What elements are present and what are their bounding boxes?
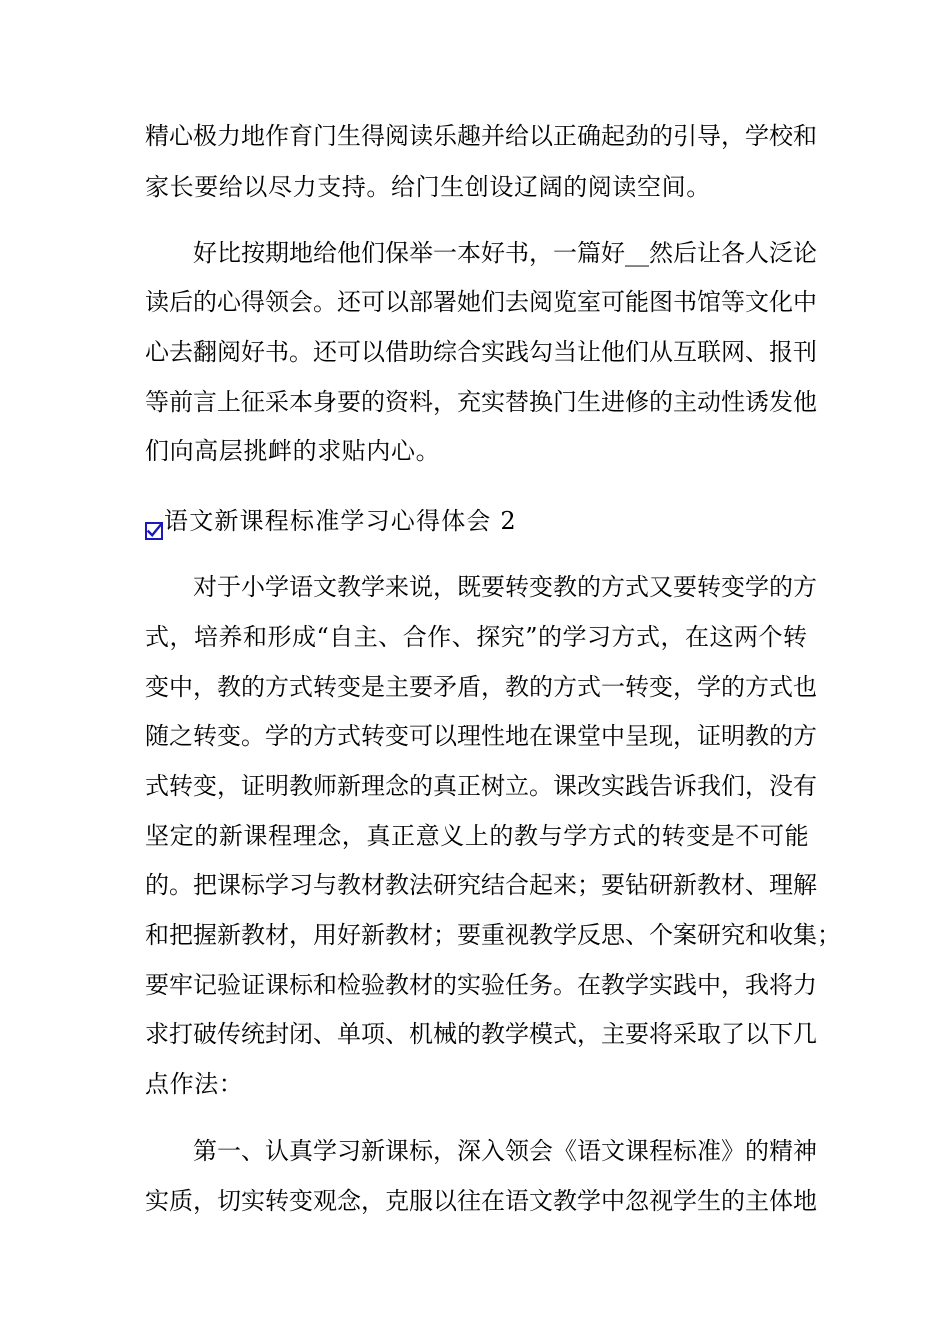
paragraph-line: 好比按期地给他们保举一本好书，一篇好__然后让各人泛论 [193,239,817,267]
paragraph-line: 等前言上征采本身要的资料，充实替换门生进修的主动性诱发他 [145,388,817,416]
paragraph-line: 式转变，证明教师新理念的真正树立。课改实践告诉我们，没有 [145,772,817,800]
paragraph-line: 第一、认真学习新课标，深入领会《语文课程标准》的精神 [193,1137,817,1165]
paragraph-line: 要牢记验证课标和检验教材的实验任务。在教学实践中，我将力 [145,971,817,999]
paragraph-line: 式，培养和形成“自主、合作、探究”的学习方式，在这两个转 [145,623,807,651]
paragraph-line: 的。把课标学习与教材教法研究结合起来；要钻研新教材、理解 [145,871,817,899]
paragraph-line: 变中，教的方式转变是主要矛盾，教的方式一转变，学的方式也 [145,673,817,701]
paragraph-line: 随之转变。学的方式转变可以理性地在课堂中呈现，证明教的方 [145,722,817,750]
paragraph-line: 求打破传统封闭、单项、机械的教学模式，主要将采取了以下几 [145,1020,817,1048]
checkbox-checked-icon [145,515,163,533]
paragraph-line: 家长要给以尽力支持。给门生创设辽阔的阅读空间。 [145,173,711,201]
paragraph-line: 读后的心得领会。还可以部署她们去阅览室可能图书馆等文化中 [145,288,817,316]
section-heading-text: 语文新课程标准学习心得体会 2 [164,507,517,535]
paragraph-line: 和把握新教材，用好新教材；要重视教学反思、个案研究和收集； [145,921,841,949]
paragraph-line: 精心极力地作育门生得阅读乐趣并给以正确起劲的引导，学校和 [145,122,817,150]
paragraph-line: 们向高层挑衅的求贴内心。 [145,437,441,465]
paragraph-line: 点作法： [145,1070,244,1098]
section-heading [145,504,517,538]
paragraph-line: 实质，切实转变观念，克服以往在语文教学中忽视学生的主体地 [145,1187,817,1215]
paragraph-line: 心去翻阅好书。还可以借助综合实践勾当让他们从互联网、报刊 [145,338,817,366]
paragraph-line: 对于小学语文教学来说，既要转变教的方式又要转变学的方 [193,573,817,601]
paragraph-line: 坚定的新课程理念，真正意义上的教与学方式的转变是不可能 [145,822,810,850]
